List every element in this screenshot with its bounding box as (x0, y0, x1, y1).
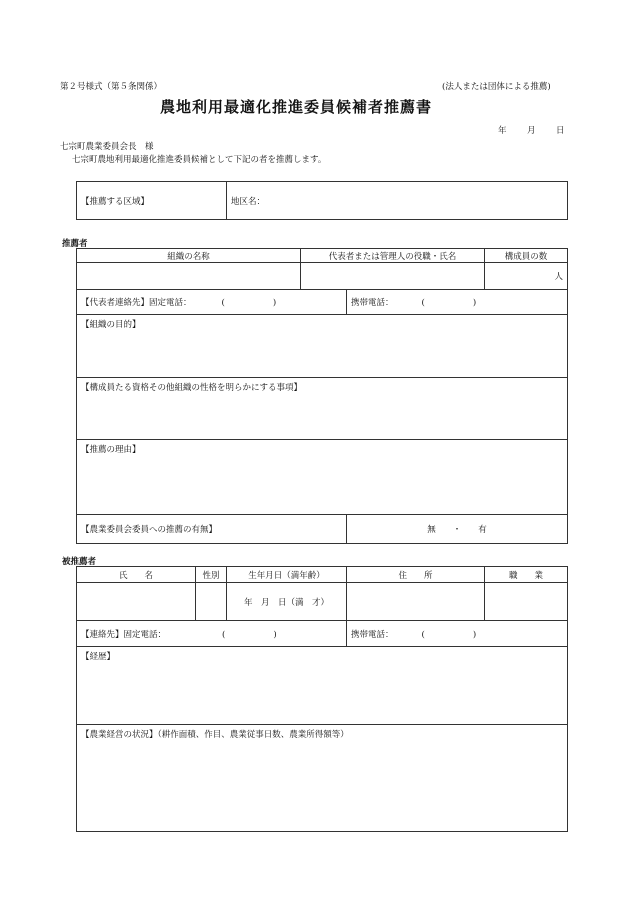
org-purpose-field[interactable] (77, 315, 568, 378)
nominee-phone-paren-open: ( (222, 629, 226, 640)
nominee-section-title: 被推薦者 (62, 557, 97, 567)
rep-mobile-field[interactable] (347, 290, 568, 315)
reason-field[interactable] (77, 440, 568, 515)
committee-label: 【農業委員会委員への推薦の有無】 (77, 515, 347, 544)
nominee-phone-paren-close: ) (273, 629, 277, 640)
recommender-section-title: 推薦者 (62, 239, 88, 249)
nominee-table (76, 566, 568, 832)
nominee-phone-field[interactable] (77, 621, 347, 647)
area-label: 【推薦する区域】 (77, 182, 227, 220)
date-day: 日 (556, 126, 565, 136)
area-table (76, 181, 568, 220)
recommender-table (76, 248, 568, 544)
occupation-field[interactable] (485, 583, 568, 621)
org-purpose-label: 【組織の目的】 (81, 320, 141, 330)
nominee-mobile-paren-close: ) (472, 629, 477, 640)
page-title: 農地利用最適化推進委員候補者推薦書 (160, 98, 433, 116)
reason-label: 【推薦の理由】 (81, 445, 141, 455)
col-occupation: 職 業 (485, 567, 568, 583)
name-field[interactable] (77, 583, 196, 621)
col-representative: 代表者または管理人の役職・氏名 (301, 249, 485, 263)
committee-options[interactable]: 無 ・ 有 (347, 515, 568, 544)
nominee-mobile-field[interactable] (347, 621, 568, 647)
farming-field[interactable] (77, 725, 568, 832)
rep-phone-paren-open: ( (221, 298, 225, 308)
col-birth: 生年月日（満年齢） (227, 567, 347, 583)
farming-label: 【農業経営の状況】（耕作面積、作目、農業従事日数、農業所得額等） (81, 730, 349, 740)
rep-mobile-label: 携帯電話： (351, 298, 394, 308)
rep-mobile-paren-close: ) (472, 298, 477, 308)
col-members: 構成員の数 (485, 249, 568, 263)
qualification-label: 【構成員たる資格その他組織の性格を明らかにする事項】 (81, 383, 303, 393)
district-field[interactable]: 地区名： (227, 182, 568, 220)
nominee-mobile-paren-open: ( (421, 629, 425, 640)
rep-phone-field[interactable] (77, 290, 347, 315)
date-month: 月 (527, 126, 536, 136)
addressee: 七宗町農業委員会長 様 (60, 142, 154, 152)
recommend-type: (法人または団体による推薦) (442, 82, 551, 92)
history-field[interactable] (77, 647, 568, 725)
col-name: 氏 名 (77, 567, 196, 583)
history-label: 【経歴】 (81, 652, 116, 662)
date-year: 年 (498, 126, 507, 136)
representative-field[interactable] (301, 263, 485, 290)
qualification-field[interactable] (77, 378, 568, 440)
birth-field[interactable]: 年 月 日（満 才） (227, 583, 347, 621)
org-name-field[interactable] (77, 263, 301, 290)
col-gender: 性別 (196, 567, 227, 583)
nominee-phone-label: 【連絡先】固定電話： (81, 629, 167, 640)
nominee-mobile-label: 携帯電話： (351, 629, 394, 640)
rep-mobile-paren-open: ( (421, 298, 425, 308)
gender-field[interactable] (196, 583, 227, 621)
col-org-name: 組織の名称 (77, 249, 301, 263)
col-address: 住 所 (347, 567, 485, 583)
intro-text: 七宗町農地利用最適化推進委員候補として下記の者を推薦します。 (72, 155, 327, 165)
members-field[interactable]: 人 (485, 263, 568, 290)
rep-phone-paren-close: ) (272, 298, 277, 308)
address-field[interactable] (347, 583, 485, 621)
form-number: 第２号様式（第５条関係） (60, 82, 163, 92)
rep-phone-label: 【代表者連絡先】固定電話： (81, 298, 192, 308)
